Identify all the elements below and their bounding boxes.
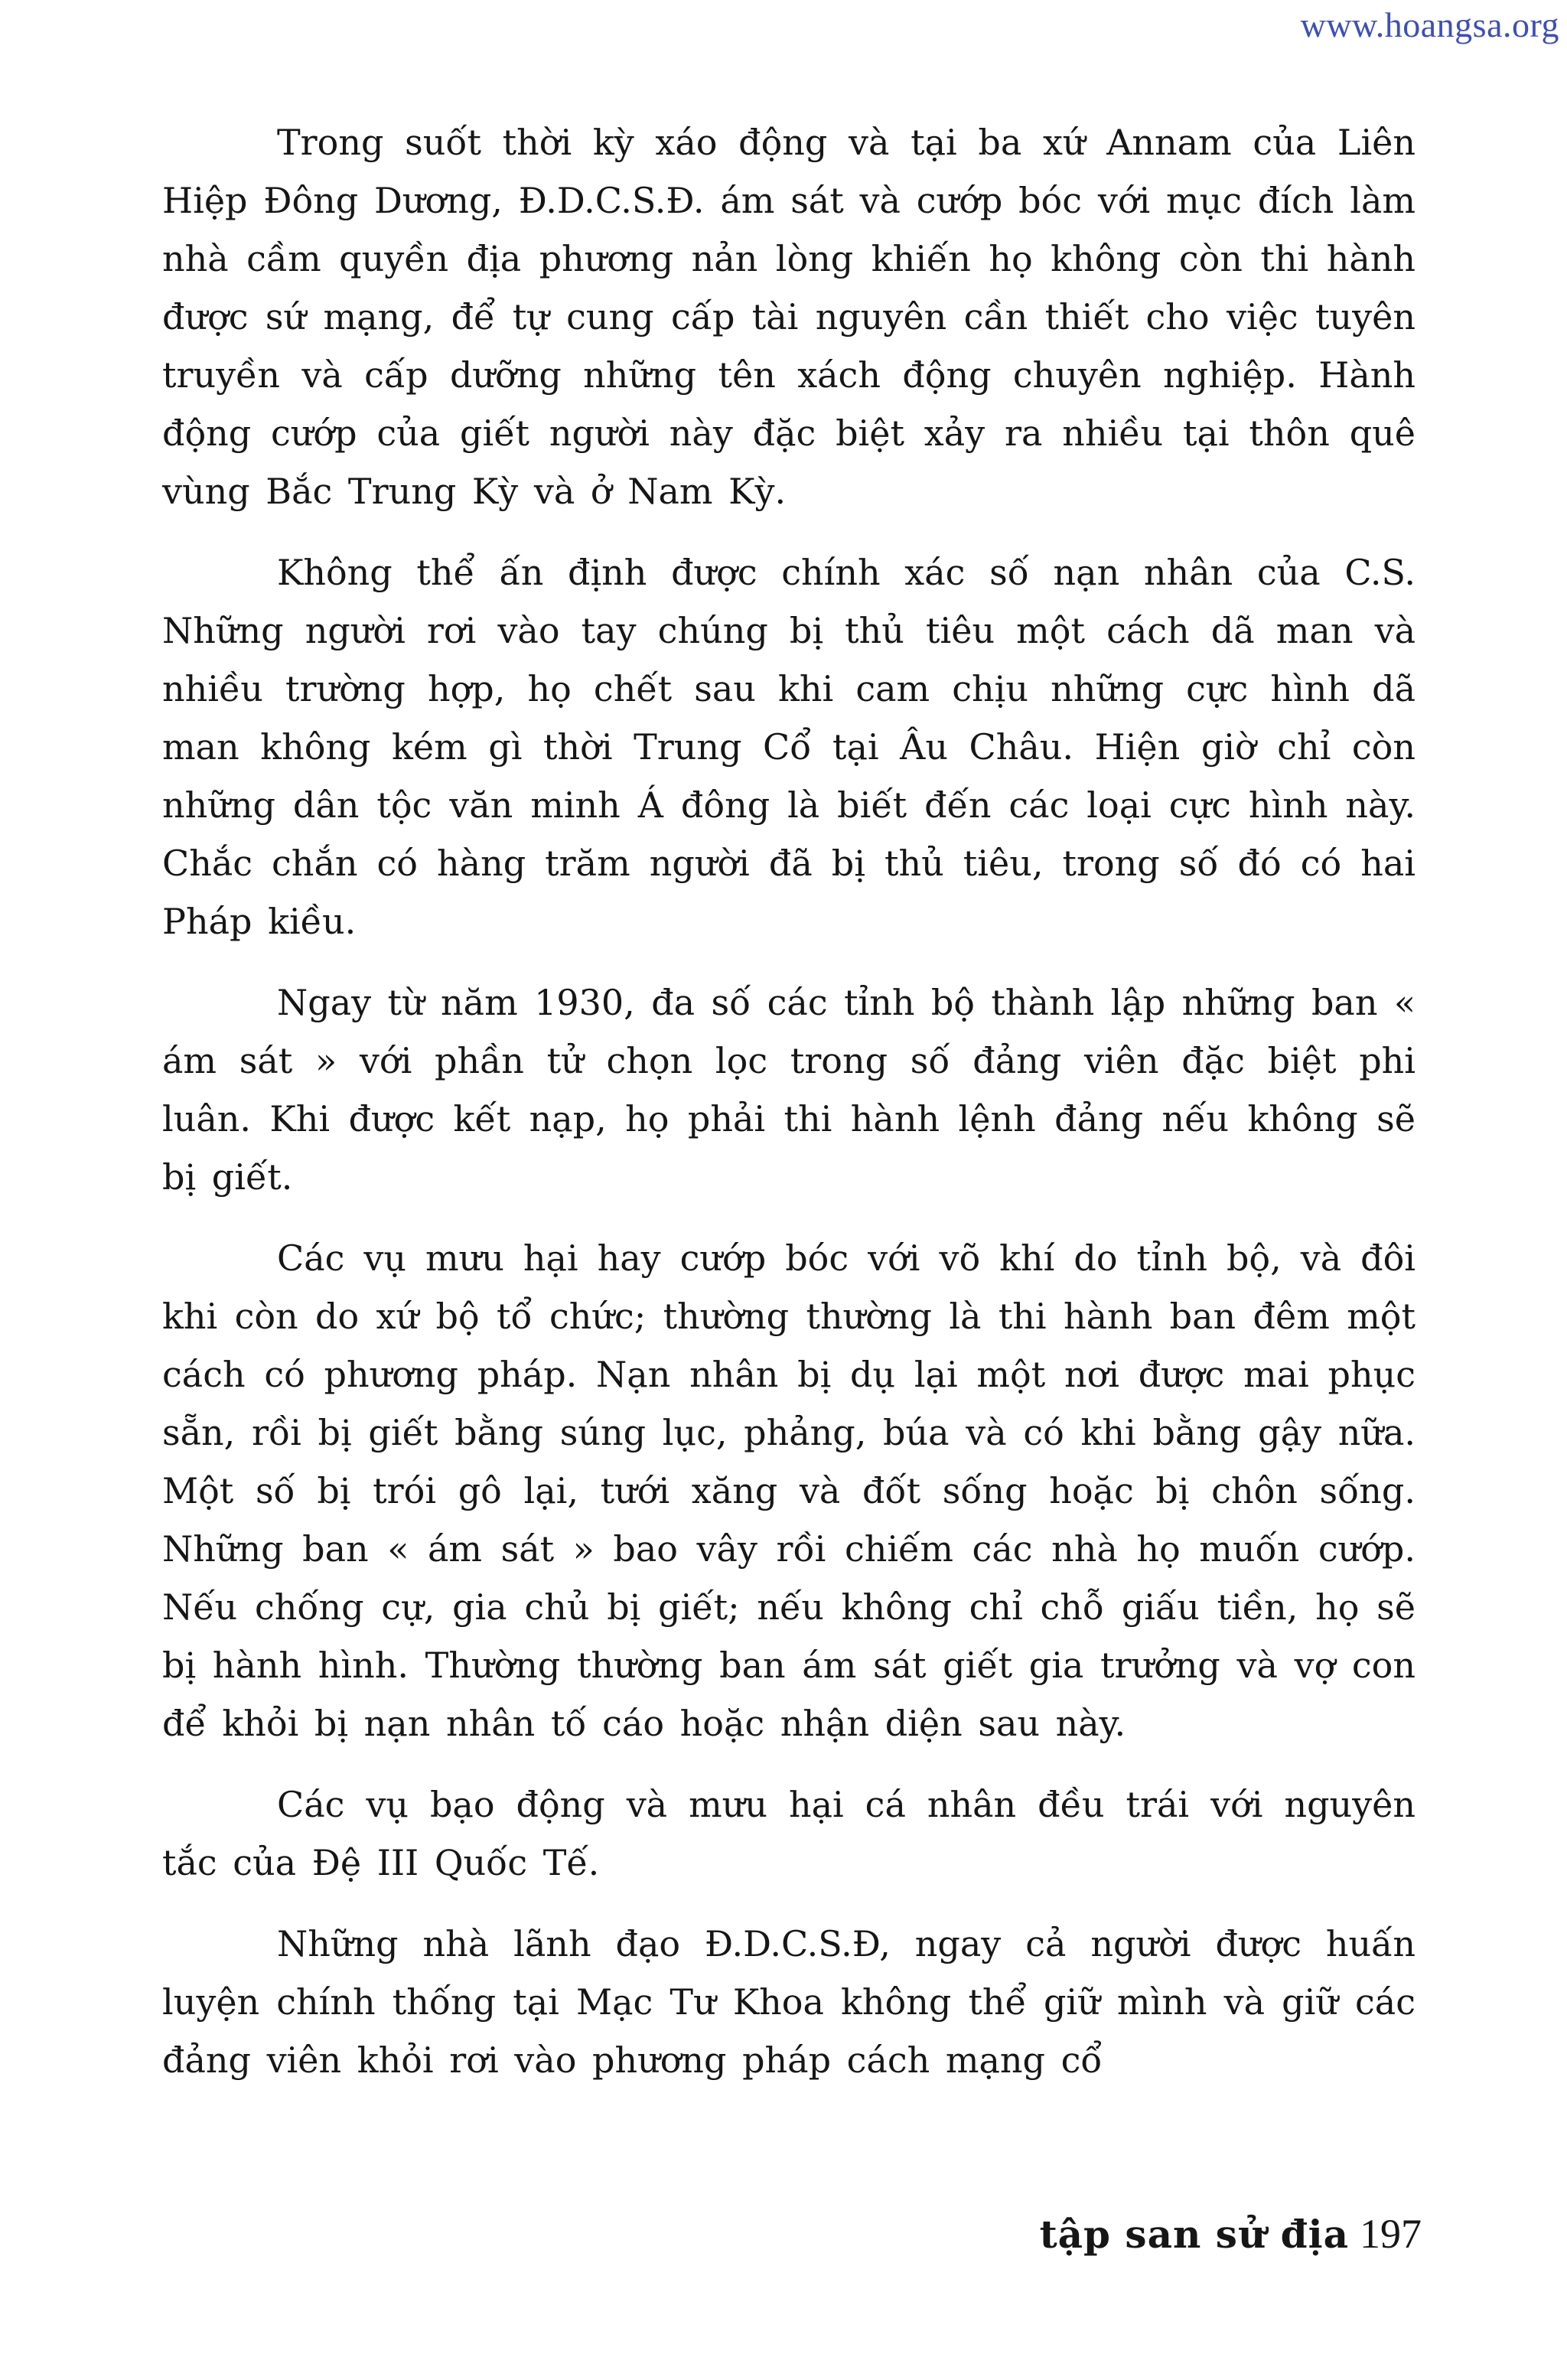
page-body	[162, 113, 1416, 2089]
page-number: 197	[1360, 2211, 1422, 2257]
paragraph-1: Trong suốt thời kỳ xáo động và tại ba xứ Annam của Liên Hiệp Đông Dương, Đ.D.C.S.Đ. ám sát và cướp bóc với mục đích làm nhà cầm quyền địa phương nản lòng khiến họ không còn thi hành được sứ mạng, để tự cung cấp tài nguyên cần thiết cho việc tuyên truyền và cấp dưỡng những tên xách động chuyên nghiệp. Hành động cướp của giết người này đặc biệt xảy ra nhiều tại thôn quê vùng Bắc Trung Kỳ và ở Nam Kỳ.	[162, 122, 1416, 512]
paragraph-6: Những nhà lãnh đạo Đ.D.C.S.Đ, ngay cả người được huấn luyện chính thống tại Mạc Tư Khoa không thể giữ mình và giữ các đảng viên khỏi rơi vào phương pháp cách mạng cổ	[162, 1923, 1416, 2081]
journal-name: tập san sử địa	[1039, 2212, 1349, 2257]
paragraph-2: Không thể ấn định được chính xác số nạn nhân của C.S. Những người rơi vào tay chúng bị thủ tiêu một cách dã man và nhiều trường hợp, họ chết sau khi cam chịu những cực hình dã man không kém gì thời Trung Cổ tại Âu Châu. Hiện giờ chỉ còn những dân tộc văn minh Á đông là biết đến các loại cực hình này. Chắc chắn có hàng trăm người đã bị thủ tiêu, trong số đó có hai Pháp kiều.	[162, 552, 1416, 942]
page-footer	[1040, 2210, 1422, 2258]
paragraph-4: Các vụ mưu hại hay cướp bóc với võ khí do tỉnh bộ, và đôi khi còn do xứ bộ tổ chức; thường thường là thi hành ban đêm một cách có phương pháp. Nạn nhân bị dụ lại một nơi được mai phục sẵn, rồi bị giết bằng súng lục, phảng, búa và có khi bằng gậy nữa. Một số bị trói gô lại, tưới xăng và đốt sống hoặc bị chôn sống. Những ban « ám sát » bao vây rồi chiếm các nhà họ muốn cướp. Nếu chống cự, gia chủ bị giết; nếu không chỉ chỗ giấu tiền, họ sẽ bị hành hình. Thường thường ban ám sát giết gia trưởng và vợ con để khỏi bị nạn nhân tố cáo hoặc nhận diện sau này.	[162, 1237, 1416, 1744]
paragraph-5: Các vụ bạo động và mưu hại cá nhân đều trái với nguyên tắc của Đệ III Quốc Tế.	[162, 1784, 1416, 1883]
paragraph-3: Ngay từ năm 1930, đa số các tỉnh bộ thành lập những ban « ám sát » với phần tử chọn lọc trong số đảng viên đặc biệt phi luân. Khi được kết nạp, họ phải thi hành lệnh đảng nếu không sẽ bị giết.	[162, 982, 1416, 1198]
site-watermark: www.hoangsa.org	[1300, 5, 1559, 44]
